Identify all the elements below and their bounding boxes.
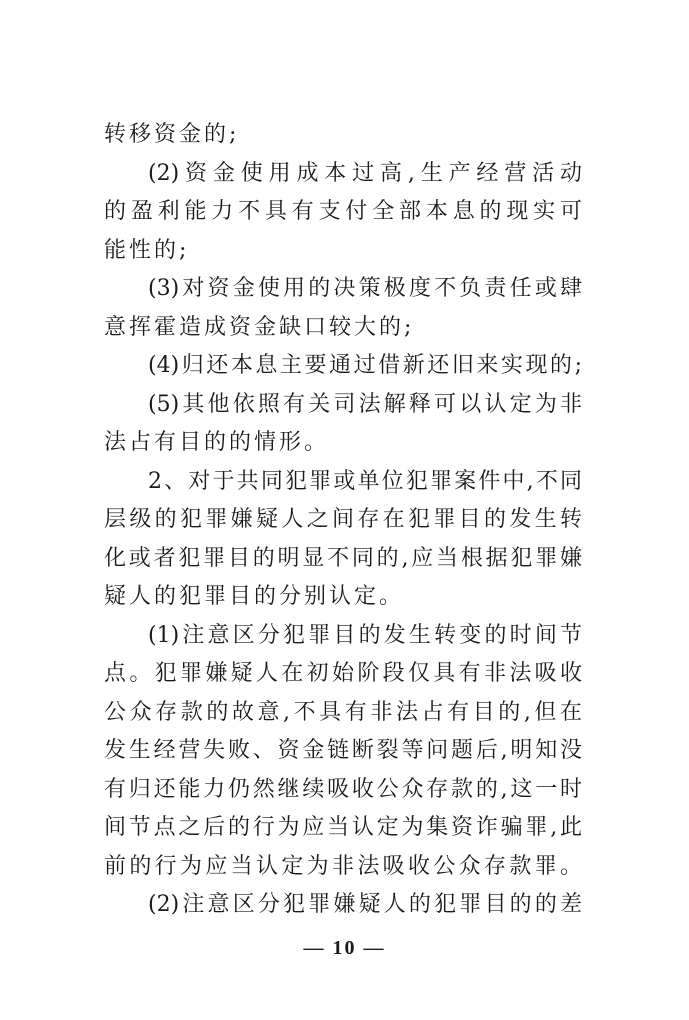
text-line: (5)其他依照有关司法解释可以认定为非 bbox=[148, 392, 582, 417]
text-line: (4)归还本息主要通过借新还旧来实现的; bbox=[148, 353, 582, 378]
text-line: 发生经营失败、资金链断裂等问题后,明知没 bbox=[104, 738, 582, 763]
text-line: 层级的犯罪嫌疑人之间存在犯罪目的发生转 bbox=[104, 507, 582, 532]
text-line: 有归还能力仍然继续吸收公众存款的,这一时 bbox=[104, 777, 582, 802]
text-line: 转移资金的; bbox=[104, 122, 240, 147]
text-line: (1)注意区分犯罪目的发生转变的时间节 bbox=[148, 623, 582, 648]
text-line: 化或者犯罪目的明显不同的,应当根据犯罪嫌 bbox=[104, 546, 582, 571]
text-line: 的盈利能力不具有支付全部本息的现实可 bbox=[104, 199, 582, 224]
text-line: 意挥霍造成资金缺口较大的; bbox=[104, 315, 415, 340]
text-line: 点。犯罪嫌疑人在初始阶段仅具有非法吸收 bbox=[104, 661, 582, 686]
text-line: 能性的; bbox=[104, 238, 190, 263]
text-line: 2、对于共同犯罪或单位犯罪案件中,不同 bbox=[148, 469, 582, 494]
page-number: — 10 — bbox=[303, 937, 386, 959]
text-line: 法占有目的的情形。 bbox=[104, 430, 330, 455]
text-line: 疑人的犯罪目的分别认定。 bbox=[104, 584, 405, 609]
text-line: (3)对资金使用的决策极度不负责任或肆 bbox=[148, 276, 582, 301]
text-line: 前的行为应当认定为非法吸收公众存款罪。 bbox=[104, 854, 582, 879]
text-line: 间节点之后的行为应当认定为集资诈骗罪,此 bbox=[104, 815, 582, 840]
text-line: (2)资金使用成本过高,生产经营活动 bbox=[148, 161, 582, 186]
text-line: (2)注意区分犯罪嫌疑人的犯罪目的的差 bbox=[148, 892, 582, 917]
text-line: 公众存款的故意,不具有非法占有目的,但在 bbox=[104, 700, 582, 725]
